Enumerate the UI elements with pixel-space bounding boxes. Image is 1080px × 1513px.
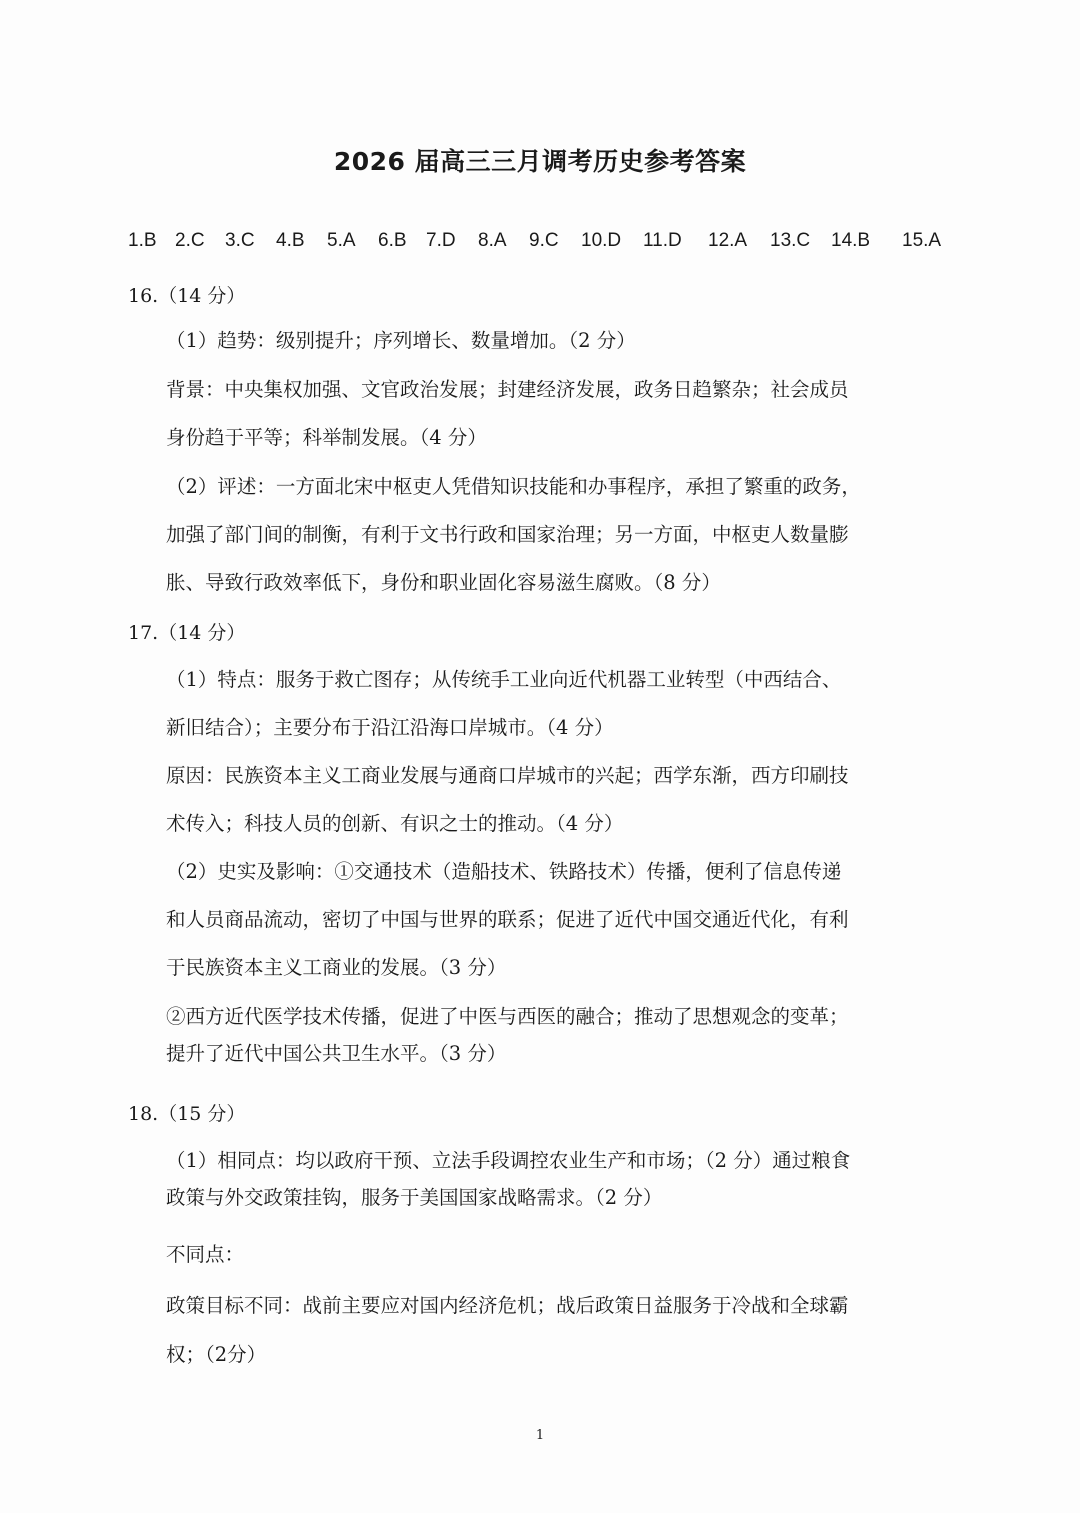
mc-answer: 8.A: [478, 230, 507, 251]
q18-line: 权；（2分）: [166, 1343, 267, 1366]
q17-line: 提升了近代中国公共卫生水平。（3 分）: [166, 1042, 507, 1065]
q17-line: 和人员商品流动，密切了中国与世界的联系；促进了近代中国交通近代化，有利: [166, 908, 849, 931]
page-title: 2026 届高三三月调考历史参考答案: [333, 147, 747, 176]
q17-line: 新旧结合）；主要分布于沿江沿海口岸城市。（4 分）: [166, 716, 614, 739]
mc-answer: 1.B: [128, 230, 157, 251]
mc-answer: 11.D: [643, 230, 682, 251]
q17-line: ②西方近代医学技术传播，促进了中医与西医的融合；推动了思想观念的变革；: [166, 1005, 849, 1028]
q16-line: 背景：中央集权加强、文官政治发展；封建经济发展，政务日趋繁杂；社会成员: [166, 378, 849, 401]
mc-answer: 7.D: [426, 230, 456, 251]
q17-line: （2）史实及影响：①交通技术（造船技术、铁路技术）传播，便利了信息传递: [166, 860, 842, 883]
page-number: 1: [535, 1428, 545, 1443]
mc-answer: 5.A: [327, 230, 356, 251]
mc-answer: 15.A: [902, 230, 942, 251]
mc-answer: 4.B: [276, 230, 305, 251]
mc-answer: 6.B: [378, 230, 407, 251]
q18-heading: 18.（15 分）: [128, 1103, 246, 1125]
q18-line: 不同点：: [166, 1243, 245, 1266]
q17-heading: 17.（14 分）: [128, 622, 246, 644]
q16-line: 胀、导致行政效率低下，身份和职业固化容易滋生腐败。（8 分）: [166, 571, 721, 594]
q16-line: （2）评述：一方面北宋中枢吏人凭借知识技能和办事程序，承担了繁重的政务，: [166, 475, 861, 498]
q17-line: 原因：民族资本主义工商业发展与通商口岸城市的兴起；西学东渐，西方印刷技: [166, 764, 849, 787]
mc-answer: 2.C: [175, 230, 205, 251]
mc-answer: 3.C: [225, 230, 255, 251]
q16-line: 加强了部门间的制衡，有利于文书行政和国家治理；另一方面，中枢吏人数量膨: [166, 523, 849, 546]
q17-line: （1）特点：服务于救亡图存；从传统手工业向近代机器工业转型（中西结合、: [166, 668, 842, 691]
q17-line: 术传入；科技人员的创新、有识之士的推动。（4 分）: [166, 812, 624, 835]
q16-heading: 16.（14 分）: [128, 285, 246, 307]
q16-line: 身份趋于平等；科举制发展。（4 分）: [166, 426, 487, 449]
q16-line: （1）趋势：级别提升；序列增长、数量增加。（2 分）: [166, 329, 636, 352]
q18-line: 政策与外交政策挂钩，服务于美国国家战略需求。（2 分）: [166, 1186, 663, 1209]
mc-answer: 14.B: [831, 230, 871, 251]
q17-line: 于民族资本主义工商业的发展。（3 分）: [166, 956, 507, 979]
multiple-choice-answers: [128, 230, 948, 260]
mc-answer: 10.D: [581, 230, 622, 251]
mc-answer: 13.C: [770, 230, 811, 251]
q18-line: 政策目标不同：战前主要应对国内经济危机；战后政策日益服务于冷战和全球霸: [166, 1294, 849, 1317]
mc-answer: 9.C: [529, 230, 559, 251]
q18-line: （1）相同点：均以政府干预、立法手段调控农业生产和市场；（2 分）通过粮食: [166, 1149, 851, 1172]
mc-answer: 12.A: [708, 230, 748, 251]
